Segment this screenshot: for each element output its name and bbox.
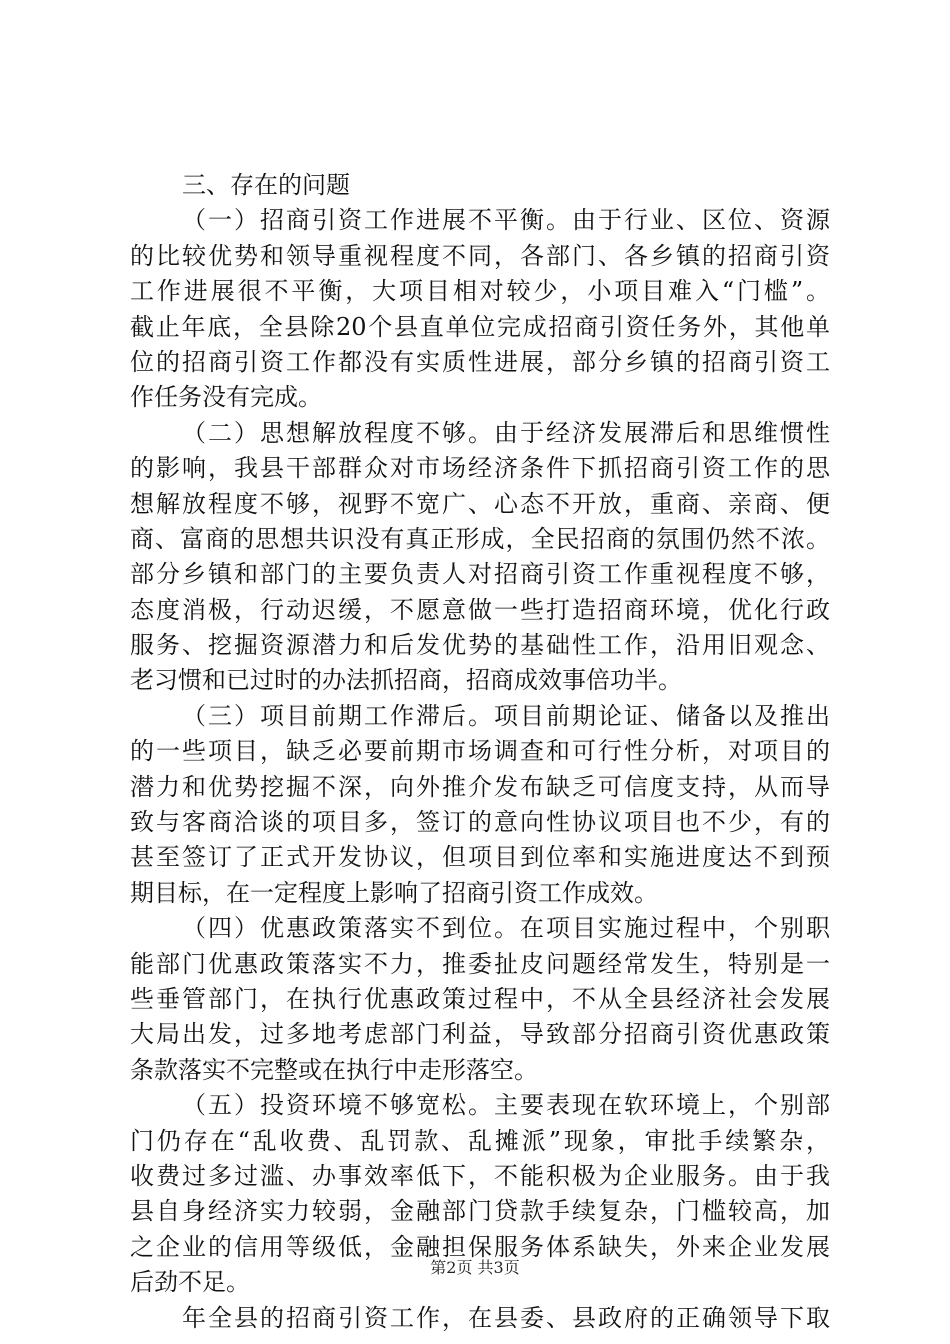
text-line: 之企业的信用等级低，金融担保服务体系缺失，外来企业发展 (130, 1232, 830, 1261)
text-line: 部分乡镇和部门的主要负责人对招商引资工作重视程度不够， (130, 560, 830, 589)
text-line: 截止年底，全县除20个县直单位完成招商引资任务外，其他单 (130, 312, 830, 341)
text-line: （一）招商引资工作进展不平衡。由于行业、区位、资源 (182, 206, 830, 235)
text-line: 县自身经济实力较弱，金融部门贷款手续复杂，门槛较高，加 (130, 1197, 830, 1226)
text-line: 的一些项目，缺乏必要前期市场调查和可行性分析，对项目的 (130, 737, 830, 766)
text-line: 潜力和优势挖掘不深，向外推介发布缺乏可信度支持，从而导 (130, 772, 830, 801)
text-line: 条款落实不完整或在执行中走形落空。 (130, 1055, 538, 1084)
text-line: 年全县的招商引资工作，在县委、县政府的正确领导下取 (182, 1303, 830, 1332)
text-line: 甚至签订了正式开发协议，但项目到位率和实施进度达不到预 (130, 843, 830, 872)
text-line: 能部门优惠政策落实不力，推委扯皮问题经常发生，特别是一 (130, 949, 830, 978)
text-line: 态度消极，行动迟缓，不愿意做一些打造招商环境，优化行政 (130, 595, 830, 624)
text-line: 商、富商的思想共识没有真正形成，全民招商的氛围仍然不浓。 (130, 524, 830, 553)
text-line: 致与客商洽谈的项目多，签订的意向性协议项目也不少，有的 (130, 808, 830, 837)
text-line: 的影响，我县干部群众对市场经济条件下抓招商引资工作的思 (130, 454, 830, 483)
text-line: 工作进展很不平衡，大项目相对较少，小项目难入“门槛”。 (130, 277, 830, 306)
paragraph-3 (130, 699, 830, 911)
text-line: 作任务没有完成。 (130, 383, 322, 412)
paragraph-2 (130, 416, 830, 699)
paragraph-1 (130, 203, 830, 415)
text-line: 些垂管部门，在执行优惠政策过程中，不从全县经济社会发展 (130, 984, 830, 1013)
section-heading: 三、存在的问题 (182, 171, 350, 199)
text-line: 大局出发，过多地考虑部门利益，导致部分招商引资优惠政策 (130, 1020, 830, 1049)
text-line: 后劲不足。 (130, 1268, 250, 1297)
text-line: 想解放程度不够，视野不宽广、心态不开放，重商、亲商、便 (130, 489, 830, 518)
page-footer: 第2页 共3页 (430, 1258, 520, 1277)
text-line: 门仍存在“乱收费、乱罚款、乱摊派”现象，审批手续繁杂， (130, 1126, 830, 1155)
text-line: （三）项目前期工作滞后。项目前期论证、储备以及推出 (182, 701, 830, 730)
text-line: 老习惯和已过时的办法抓招商，招商成效事倍功半。 (130, 666, 682, 695)
paragraph-6 (130, 1301, 830, 1336)
text-line: 收费过多过滥、办事效率低下，不能积极为企业服务。由于我 (130, 1161, 830, 1190)
text-line: 的比较优势和领导重视程度不同，各部门、各乡镇的招商引资 (130, 241, 830, 270)
text-line: （四）优惠政策落实不到位。在项目实施过程中，个别职 (182, 914, 830, 943)
text-line: 位的招商引资工作都没有实质性进展，部分乡镇的招商引资工 (130, 347, 830, 376)
text-line: （二）思想解放程度不够。由于经济发展滞后和思维惯性 (182, 418, 830, 447)
text-line: （五）投资环境不够宽松。主要表现在软环境上，个别部 (182, 1091, 830, 1120)
paragraph-4 (130, 911, 830, 1088)
text-line: 期目标，在一定程度上影响了招商引资工作成效。 (130, 878, 658, 907)
text-line: 服务、挖掘资源潜力和后发优势的基础性工作，沿用旧观念、 (130, 631, 830, 660)
document-body (130, 168, 830, 1336)
